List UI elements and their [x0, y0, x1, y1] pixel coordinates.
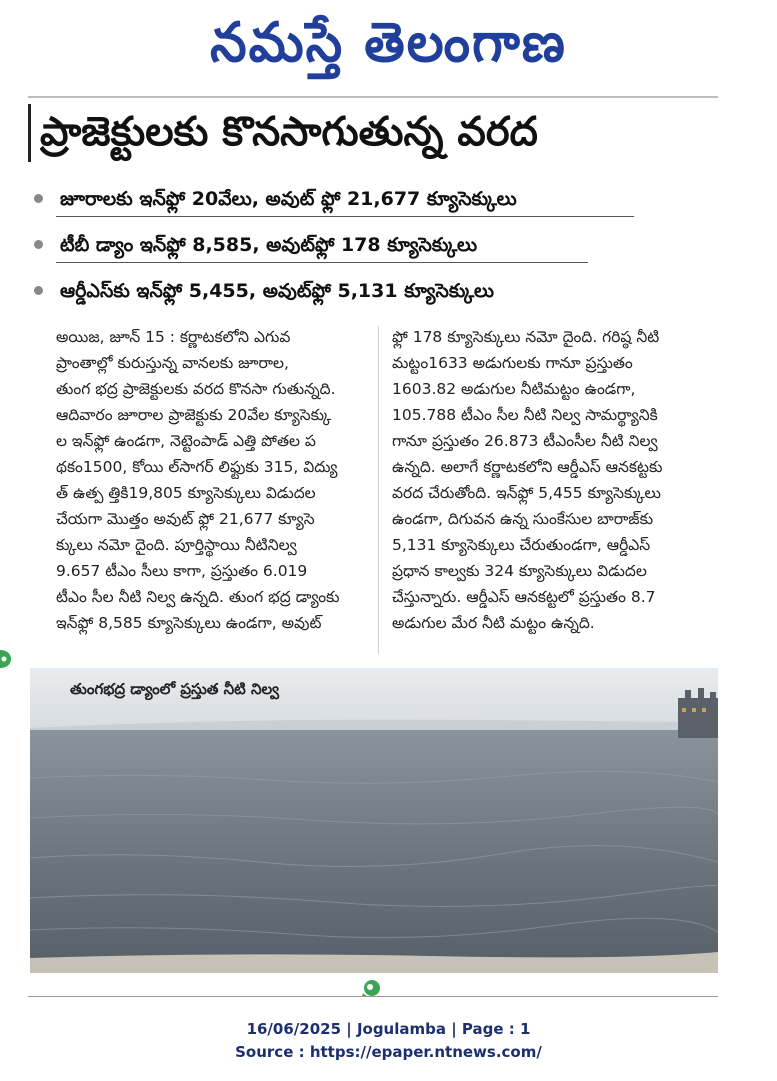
- footer-source[interactable]: Source : https://epaper.ntnews.com/: [235, 1043, 542, 1061]
- body-line: ప్రధాన కాల్వకు 324 క్యూసెక్కులు విడుదల: [392, 562, 647, 580]
- margin-logo-icon: [0, 648, 12, 670]
- body-line: ఆదివారం జూరాల ప్రాజెక్టుకు 20వేల క్యూసెక్కు: [56, 406, 332, 424]
- ntnews-logo-icon: [360, 978, 382, 998]
- body-line: చేస్తున్నారు. ఆర్డీఎస్ ఆనకట్టలో ప్రస్తుతం 8.7: [392, 588, 656, 606]
- subhead-item: [28, 182, 718, 228]
- bottom-divider: [28, 996, 718, 997]
- subhead-text: టీబీ డ్యాం ఇన్‌ఫ్లో 8,585, అవుట్‌ఫ్లో 178 క్యూసెక్కులు: [60, 234, 478, 256]
- body-line: వరద చేరుతోంది. ఇన్‌ఫ్లో 5,455 క్యూసెక్కులు: [392, 484, 661, 502]
- body-line: అడుగుల మేర నీటి మట్టం ఉన్నది.: [392, 614, 595, 632]
- subhead-underline: [56, 262, 588, 263]
- subhead-text: జూరాలకు ఇన్‌ఫ్లో 20వేలు, అవుట్ ఫ్లో 21,677 క్యూసెక్కులు: [60, 188, 517, 210]
- body-column-left: [56, 324, 396, 636]
- article-headline: ప్రాజెక్టులకు కొనసాగుతున్న వరద: [40, 109, 538, 155]
- body-line: చేయగా మొత్తం అవుట్ ఫ్లో 21,677 క్యూసె: [56, 510, 315, 528]
- body-line: ఇన్‌ఫ్లో 8,585 క్యూసెక్కులు ఉండగా, అవుట్: [56, 614, 322, 632]
- top-divider: [28, 96, 718, 98]
- photo-caption: తుంగభద్ర డ్యాంలో ప్రస్తుత నీటి నిల్వ: [70, 680, 280, 698]
- bullet-icon: [34, 194, 43, 203]
- subheads: [28, 182, 718, 320]
- body-line: తుంగ భద్ర ప్రాజెక్టులకు వరద కొనసా గుతున్నది.: [56, 380, 336, 398]
- column-divider: [378, 326, 379, 654]
- dam-photo: [30, 668, 718, 973]
- headline-bar: [28, 104, 31, 162]
- body-line: త్ ఉత్ప త్తికి19,805 క్యూసెక్కులు విడుదల: [56, 484, 316, 502]
- masthead-title: నమస్తే తెలంగాణ: [210, 10, 567, 75]
- body-line: ఫ్లో 178 క్యూసెక్కులు నమో దైంది. గరిష్ఠ నీటి: [392, 328, 660, 346]
- subhead-underline: [56, 216, 634, 217]
- body-line: టీఎం సీల నీటి నిల్వ ఉన్నది. తుంగ భద్ర డ్యాంకు: [56, 588, 340, 606]
- body-line: మట్టం1633 అడుగులకు గానూ ప్రస్తుతం: [392, 354, 633, 372]
- subhead-text: ఆర్డీఎస్‌కు ఇన్‌ఫ్లో 5,455, అవుట్‌ఫ్లో 5,131 క్యూసెక్కులు: [60, 280, 494, 302]
- body-line: థకం1500, కోయి ల్‌సాగర్ లిఫ్టుకు 315, విద్యు: [56, 458, 338, 476]
- subhead-item: [28, 228, 718, 274]
- body-line: అయిజ, జూన్ 15 : కర్ణాటకలోని ఎగువ: [56, 328, 291, 346]
- bullet-icon: [34, 286, 43, 295]
- body-line: ఉన్నది. అలాగే కర్ణాటకలోని ఆర్డీఎస్ ఆనకట్టకు: [392, 458, 663, 476]
- body-column-right: [392, 324, 732, 636]
- body-line: 1603.82 అడుగుల నీటిమట్టం ఉండగా,: [392, 380, 636, 398]
- body-line: ల ఇన్‌ఫ్లో ఉండగా, నెట్టెంపాడ్ ఎత్తి పోతల ప: [56, 432, 316, 450]
- body-line: క్కులు నమో దైంది. పూర్తిస్థాయి నీటినిల్వ: [56, 536, 297, 554]
- body-line: 105.788 టీఎం సీల నీటి నిల్వ సామర్థ్యానికి: [392, 406, 658, 424]
- body-line: గానూ ప్రస్తుతం 26.873 టీఎంసీల నీటి నిల్వ: [392, 432, 658, 450]
- bullet-icon: [34, 240, 43, 249]
- body-line: 5,131 క్యూసెక్కులు చేరుతుండగా, ఆర్డీఎస్: [392, 536, 651, 554]
- body-line: ఉండగా, దిగువన ఉన్న సుంకేసుల బారాజ్‌కు: [392, 510, 654, 528]
- footer-date-edition: 16/06/2025 | Jogulamba | Page : 1: [246, 1020, 531, 1038]
- subhead-item: [28, 274, 718, 320]
- body-line: 9.657 టీఎం సీలు కాగా, ప్రస్తుతం 6.019: [56, 562, 308, 580]
- reservoir-image: [30, 668, 718, 973]
- body-line: ప్రాంతాల్లో కురుస్తున్న వానలకు జూరాల,: [56, 354, 289, 372]
- masthead: [0, 8, 777, 78]
